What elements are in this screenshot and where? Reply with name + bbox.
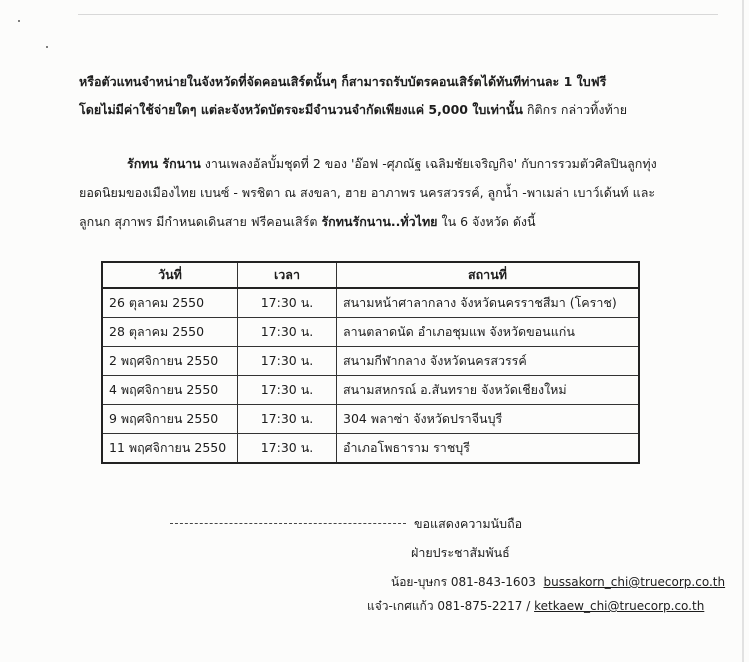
intro-line-2	[79, 104, 627, 117]
contact-1-email[interactable]: bussakorn_chi@truecorp.co.th	[543, 575, 726, 589]
intro-line-2-rest: กิติกร กล่าวทิ้งท้าย	[522, 102, 628, 117]
concert-name: รักทนรักนาน..ทั่วไทย	[321, 214, 438, 229]
signature-dashed-line	[170, 523, 406, 524]
closing-regards: ขอแสดงความนับถือ	[414, 516, 523, 531]
intro-line-1: หรือตัวแทนจำหน่ายในจังหวัดที่จัดคอนเสิร์ตนั้นๆ ก็สามารถรับบัตรคอนเสิร์ตได้ทันทีท่านละ 1 ใบฟรี	[79, 74, 607, 89]
para2-line-1-rest: งานเพลงอัลบั้มชุดที่ 2 ของ 'อ๊อฟ -ศุภณัฐ เฉลิมชัยเจริญกิจ' กับการรวมตัวศิลปินลูกทุ่ง	[200, 156, 657, 171]
para2-line-3-b: ใน 6 จังหวัด ดังนี้	[437, 214, 536, 229]
scan-speck	[18, 20, 20, 22]
cell-date: 11 พฤศจิกายน 2550	[102, 434, 238, 464]
contact-2-name-phone: แจ๋ว-เกศแก้ว 081-875-2217 /	[367, 599, 531, 613]
cell-time: 17:30 น.	[238, 405, 337, 434]
table-row	[102, 288, 639, 318]
department-name: ฝ่ายประชาสัมพันธ์	[411, 545, 510, 560]
cell-date: 26 ตุลาคม 2550	[102, 288, 238, 318]
cell-venue: สนามสหกรณ์ อ.สันทราย จังหวัดเชียงใหม่	[337, 376, 640, 405]
table-row	[102, 376, 639, 405]
cell-venue: สนามหน้าศาลากลาง จังหวัดนครราชสีมา (โคราช)	[337, 288, 640, 318]
contact-2-email[interactable]: ketkaew_chi@truecorp.co.th	[534, 599, 705, 613]
cell-venue: อำเภอโพธาราม ราชบุรี	[337, 434, 640, 464]
header-date: วันที่	[102, 262, 238, 288]
contact-1-name-phone: น้อย-บุษกร 081-843-1603	[391, 575, 536, 589]
album-name: รักทน รักนาน	[127, 156, 201, 171]
cell-venue: ลานตลาดนัด อำเภอชุมแพ จังหวัดขอนแก่น	[337, 318, 640, 347]
contact-line-2	[367, 600, 704, 612]
para2-line-3	[79, 216, 536, 229]
page-edge-shadow	[742, 0, 744, 662]
table-header-row	[102, 262, 639, 288]
para2-line-1	[127, 158, 657, 171]
cell-time: 17:30 น.	[238, 376, 337, 405]
cell-time: 17:30 น.	[238, 288, 337, 318]
table-row	[102, 347, 639, 376]
cell-date: 2 พฤศจิกายน 2550	[102, 347, 238, 376]
scan-speck	[46, 46, 48, 48]
para2-line-2: ยอดนิยมของเมืองไทย เบนซ์ - พรชิตา ณ สงขลา, ฮาย อาภาพร นครสวรรค์, ลูกน้ำ -พาเมล่า เบาว์เด้นท์ และ	[79, 185, 656, 200]
cell-time: 17:30 น.	[238, 318, 337, 347]
table-row	[102, 405, 639, 434]
cell-time: 17:30 น.	[238, 434, 337, 464]
cell-date: 9 พฤศจิกายน 2550	[102, 405, 238, 434]
cell-venue: สนามกีฬากลาง จังหวัดนครสวรรค์	[337, 347, 640, 376]
cell-venue: 304 พลาซ่า จังหวัดปราจีนบุรี	[337, 405, 640, 434]
concert-schedule-table	[101, 261, 640, 464]
header-venue: สถานที่	[337, 262, 640, 288]
cell-time: 17:30 น.	[238, 347, 337, 376]
cell-date: 28 ตุลาคม 2550	[102, 318, 238, 347]
table-row	[102, 318, 639, 347]
contact-line-1	[391, 576, 725, 588]
para2-line-3-a: ลูกนก สุภาพร มีกำหนดเดินสาย ฟรีคอนเสิร์ต	[79, 214, 322, 229]
header-time: เวลา	[238, 262, 337, 288]
table-row	[102, 434, 639, 464]
intro-line-2-bold: โดยไม่มีค่าใช้จ่ายใดๆ แต่ละจังหวัดบัตรจะมีจำนวนจำกัดเพียงแค่ 5,000 ใบเท่านั้น	[79, 102, 523, 117]
page-top-shadow	[78, 14, 718, 15]
cell-date: 4 พฤศจิกายน 2550	[102, 376, 238, 405]
